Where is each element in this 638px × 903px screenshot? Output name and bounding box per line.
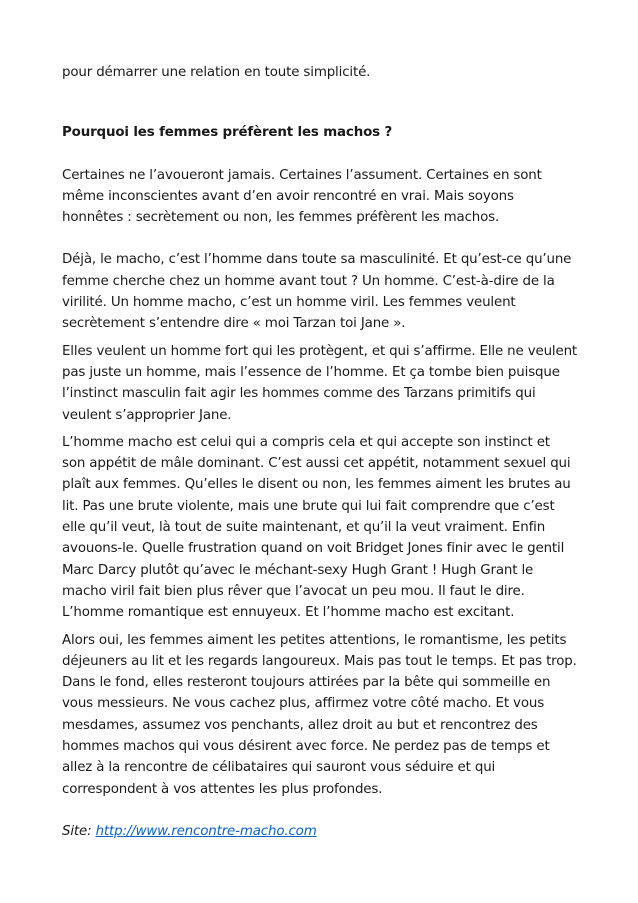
paragraph: Alors oui, les femmes aiment les petites attentions, le romantisme, les petits déjeuners au lit et les regards langoureux. Mais pas tout le temps. Et pas trop. Dans le fond, elles resteront toujours attirées par la bête qui sommeille en vous messieurs. Ne vous cachez plus, affirmez votre côté macho. Et vous mesdames, assumez vos penchants, allez droit au but et rencontrez des hommes machos qui vous désirent avec force. Ne perdez pas de temps et allez à la rencontre de célibataires qui sauront vous séduire et qui correspondent à vos attentes les plus profondes. xyxy=(62,632,577,797)
paragraph: L’homme macho est celui qui a compris cela et qui accepte son instinct et son appétit de mâle dominant. C’est aussi cet appétit, notamment sexuel qui plaît aux femmes. Qu’elles le disent ou non, les femmes aiment les brutes au lit. Pas une brute violente, mais une brute qui lui fait comprendre que c’est elle qu’il veut, là tout de suite maintenant, et qu’il la veut vraiment. Enfin avouons-le. Quelle frustration quand on voit Bridget Jones finir avec le gentil Marc Darcy plutôt qu’avec le méchant-sexy Hugh Grant ! Hugh Grant le macho viril fait bien plus rêver que l’avocat un peu mou. Il faut le dire. L’homme romantique est ennuyeux. Et l’homme macho est excitant. xyxy=(62,434,571,621)
paragraph: Elles veulent un homme fort qui les protègent, et qui s’affirme. Elle ne veulent pas juste un homme, mais l’essence de l’homme. Et ça tombe bien puisque l’instinct masculin fait agir les hommes comme des Tarzans primitifs qui veulent s’approprier Jane. xyxy=(62,343,578,423)
document-body xyxy=(62,62,577,842)
intro-text: pour démarrer une relation en toute simplicité. xyxy=(62,65,371,80)
site-label: Site: xyxy=(62,823,92,839)
site-link[interactable]: http://www.rencontre-macho.com xyxy=(95,823,317,839)
paragraph: Déjà, le macho, c’est l’homme dans toute sa masculinité. Et qu’est-ce qu’une femme cherche chez un homme avant tout ? Un homme. C’est-à-dire de la virilité. Un homme macho, c’est un homme viril. Les femmes veulent secrètement s’entendre dire « moi Tarzan toi Jane ». xyxy=(62,252,572,332)
section-heading: Pourquoi les femmes préfèrent les machos ? xyxy=(62,125,393,141)
paragraph: Certaines ne l’avoueront jamais. Certaines l’assument. Certaines en sont même inconscientes avant d’en avoir rencontré en vrai. Mais soyons honnêtes : secrètement ou non, les femmes préfèrent les machos. xyxy=(62,167,542,226)
site-line xyxy=(62,821,577,842)
